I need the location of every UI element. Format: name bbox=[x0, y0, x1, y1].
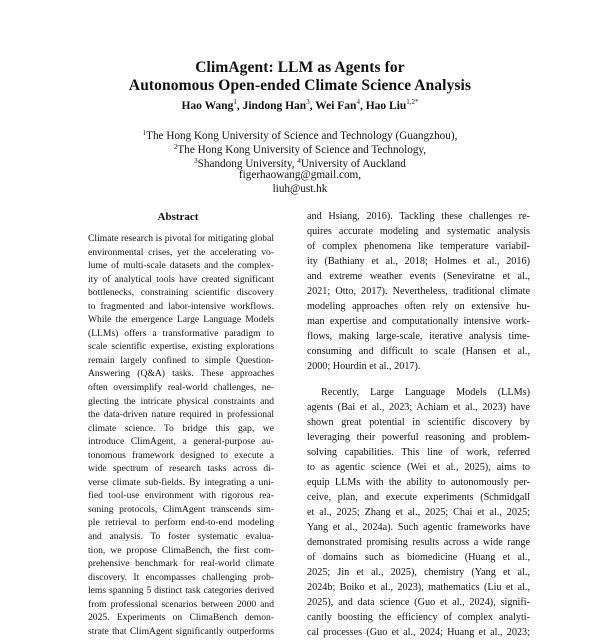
text-line: consuming and difficult to scale (Hansen et al., bbox=[307, 346, 530, 358]
author-affiliation-mark: 1,2* bbox=[406, 98, 419, 106]
text-line: to as agentic science (Wei et al., 2025), aims to bbox=[307, 461, 530, 473]
text-line: soning protocols, ClimAgent transcends sim- bbox=[88, 503, 274, 515]
text-line: remain largely confined to simple Question- bbox=[88, 354, 274, 366]
text-line: and Hsiang, 2016). Tackling these challenges re- bbox=[307, 211, 530, 222]
text-line: the data-driven nature required in professional bbox=[88, 409, 274, 421]
text-line: solving capabilities. This line of work, referred bbox=[307, 446, 530, 458]
affiliation-text: Shandong University, bbox=[197, 158, 298, 170]
text-line: lume of multi-scale datasets and the complex- bbox=[88, 260, 274, 272]
text-line: man expertise and computationally intensive work- bbox=[307, 316, 530, 328]
text-line: often oversimplify real-world challenges, ne- bbox=[88, 382, 274, 394]
text-line: ity (Bathiany et al., 2018; Holmes et al., 2016) bbox=[307, 256, 530, 268]
text-line: bottlenecks, constraining scientific discovery bbox=[88, 287, 274, 299]
affiliation-text: The Hong Kong University of Science and Technology, bbox=[177, 144, 427, 156]
affiliation-mark: 4 bbox=[297, 157, 301, 165]
affiliation-mark: 1 bbox=[142, 129, 147, 137]
text-line: wide spectrum of research tasks across di- bbox=[88, 463, 274, 475]
author-affiliation-mark: 1 bbox=[233, 98, 237, 106]
text-line: agents (Bai et al., 2023; Achiam et al., 2023) have bbox=[307, 401, 530, 413]
text-line: prehensive benchmark for real-world climate bbox=[88, 558, 274, 570]
text-line: cantly boosting the efficiency of complex analyti- bbox=[307, 612, 530, 624]
text-line: and analysis. To foster systematic evalua- bbox=[88, 531, 274, 543]
text-line: 2000; Hourdin et al., 2017). bbox=[307, 361, 421, 373]
text-line: tion, we propose ClimaBench, the first com- bbox=[88, 544, 274, 556]
text-line: 2025), and data science (Guo et al., 2024), signifi- bbox=[307, 597, 530, 609]
text-line: shown great potential in scientific discovery by bbox=[307, 416, 530, 428]
text-line: fied tool-use environment with rigorous rea- bbox=[88, 490, 274, 502]
text-line: glecting the intricate physical constraints and bbox=[88, 395, 274, 407]
text-line: climate science. To bridge this gap, we bbox=[88, 422, 274, 434]
author-affiliation-mark: 4 bbox=[356, 98, 360, 106]
abstract-body bbox=[88, 232, 274, 637]
text-line: of domains such as biomedicine (Huang et al., bbox=[307, 552, 530, 564]
text-line: ceive, plan, and execute experiments (Schmidgall bbox=[307, 491, 530, 503]
text-line: strate that ClimAgent significantly outperforms bbox=[88, 625, 274, 637]
text-line: While the emergence Large Language Models bbox=[88, 314, 274, 326]
text-line: modeling approaches often rely on extensive hu- bbox=[307, 301, 530, 313]
text-line: cal processes (Guo et al., 2024; Huang et al., 2023; bbox=[307, 627, 530, 639]
text-line: ity of analytical tools have created significant bbox=[88, 273, 274, 285]
text-line: and extreme weather events (Seneviratne et al., bbox=[307, 271, 530, 283]
text-line: 2021; Otto, 2017). Nevertheless, traditional climate bbox=[307, 286, 530, 298]
email-line: liuh@ust.hk bbox=[272, 183, 328, 195]
affiliation-mark: 3 bbox=[194, 157, 198, 165]
text-line: quires accurate modeling and systematic analysis bbox=[307, 226, 530, 238]
author-list: Hao Wang$^1$, Jindong Han$^3$, Wei Fan$^4$, Hao Liu$^{1,2*}$ bbox=[181, 98, 419, 112]
affiliation-mark: 2 bbox=[173, 143, 178, 151]
text-line: 2025; Jin et al., 2025), chemistry (Yang et al., bbox=[307, 567, 530, 579]
text-line: 2024b; Boiko et al., 2023), mathematics (Liu et al., bbox=[307, 582, 530, 594]
introduction-column bbox=[307, 209, 530, 639]
author-name: Hao Wang bbox=[181, 100, 234, 112]
text-line: from professional scenarios between 2000 and bbox=[88, 598, 274, 610]
text-line: discovery. It encompasses challenging prob- bbox=[88, 571, 274, 583]
affiliation-text: University of Auckland bbox=[300, 158, 406, 170]
author-name: Wei Fan bbox=[315, 100, 357, 112]
text-line: ple retrieval to perform end-to-end modeling bbox=[88, 517, 274, 529]
text-line: to fragmented and labor-intensive workflows. bbox=[88, 300, 274, 312]
paper-title-line-2: Autonomous Open-ended Climate Science Analysis bbox=[128, 77, 472, 94]
text-line: verse climate sub-fields. By integrating a uni- bbox=[88, 476, 274, 488]
text-line: (LLMs) offers a transformative paradigm to bbox=[88, 327, 274, 339]
text-line: introduce ClimAgent, a general-purpose au- bbox=[88, 436, 274, 448]
text-line: demonstrated promising results across a wide range bbox=[307, 536, 530, 548]
text-line: 2025. Experiments on ClimaBench demon- bbox=[88, 612, 274, 624]
text-line: Recently, Large Language Models (LLMs) bbox=[321, 386, 530, 398]
text-line: Climate research is pivotal for mitigating global bbox=[88, 233, 274, 244]
affiliation-text: The Hong Kong University of Science and Technology (Guangzhou), bbox=[146, 130, 458, 142]
text-line: environmental crises, yet the accelerating vo- bbox=[88, 246, 274, 258]
author-affiliation-mark: 3 bbox=[306, 98, 310, 106]
text-line: of complex phenomena like temperature variabil- bbox=[307, 241, 530, 253]
paper-title-line-1: ClimAgent: LLM as Agents for bbox=[195, 59, 405, 76]
text-line: flows, making large-scale, iterative analysis time- bbox=[307, 331, 530, 343]
email-line: figerhaowang@gmail.com, bbox=[238, 169, 362, 181]
text-line: lems spanning 5 distinct task categories derived bbox=[88, 585, 274, 597]
author-name: Jindong Han bbox=[242, 100, 307, 112]
abstract-heading: Abstract bbox=[157, 211, 199, 223]
text-line: tonomous framework designed to execute a bbox=[88, 449, 274, 461]
text-line: equip LLMs with the ability to autonomously per- bbox=[307, 476, 530, 488]
text-line: leveraging their powerful reasoning and problem- bbox=[307, 431, 530, 443]
text-line: Answering (Q&A) tasks. These approaches bbox=[88, 368, 274, 380]
paragraph-gap bbox=[307, 375, 530, 385]
text-line: scale scientific expertise, existing explorations bbox=[88, 341, 274, 353]
text-line: et al., 2025; Zhang et al., 2025; Chai et al., 2025; bbox=[307, 506, 530, 518]
author-name: Hao Liu bbox=[365, 100, 407, 112]
text-line: Yang et al., 2024a). Such agentic frameworks have bbox=[307, 521, 530, 533]
